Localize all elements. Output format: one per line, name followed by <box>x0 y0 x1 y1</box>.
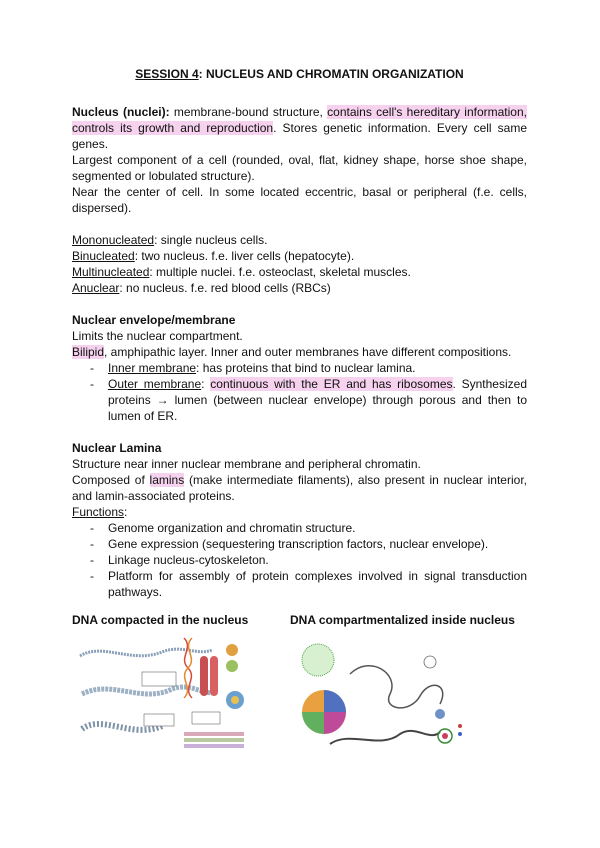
nucleus-types-list <box>72 232 527 296</box>
inner-membrane-item <box>72 360 527 376</box>
figure-right-title: DNA compartmentalized inside nucleus <box>290 613 515 627</box>
figure-right <box>290 612 515 754</box>
type-desc: : multiple nuclei. f.e. osteoclast, skeletal muscles. <box>149 265 411 279</box>
lamina-p2 <box>72 472 527 504</box>
envelope-heading: Nuclear envelope/membrane <box>72 313 236 327</box>
type-desc: : single nucleus cells. <box>154 233 268 247</box>
type-item <box>72 280 527 296</box>
type-term: Mononucleated <box>72 233 155 247</box>
function-item: - Gene expression (sequestering transcription factors, nuclear envelope). <box>72 536 527 552</box>
envelope-p2-text: , amphipathic layer. Inner and outer membranes have different compositions. <box>104 345 512 359</box>
type-term: Multinucleated <box>72 265 150 279</box>
type-item <box>72 248 527 264</box>
dna-compartment-illustration <box>290 634 468 754</box>
lamina-p2-a: Composed of <box>72 473 150 487</box>
nucleus-location-paragraph: Near the center of cell. In some located eccentric, basal or peripheral (f.e. cells, dispersed). <box>72 185 527 215</box>
lamina-p1: Structure near inner nuclear membrane and peripheral chromatin. <box>72 457 421 471</box>
figure-left-title: DNA compacted in the nucleus <box>72 613 249 627</box>
session-number: SESSION 4 <box>135 67 199 81</box>
type-desc: : no nucleus. f.e. red blood cells (RBCs) <box>119 281 331 295</box>
functions-label-text: Functions <box>72 505 125 519</box>
inner-membrane-desc: : has proteins that bind to nuclear lamina. <box>196 361 416 375</box>
document-page <box>72 66 527 754</box>
figures-row <box>72 612 527 754</box>
lamina-heading: Nuclear Lamina <box>72 441 162 455</box>
type-item <box>72 232 527 248</box>
outer-membrane-desc: . Synthesized proteins → lumen (between nuclear envelope) through porous and then to lumen of ER. <box>108 377 527 423</box>
functions-list <box>72 520 527 600</box>
type-term: Anuclear <box>72 281 120 295</box>
functions-label <box>72 504 527 520</box>
figure-left <box>72 612 250 754</box>
nucleus-term: Nucleus (nuclei): <box>72 105 170 119</box>
envelope-p1: Limits the nuclear compartment. <box>72 329 243 343</box>
nucleus-text-2: . Stores genetic information. Every cell same genes. <box>72 121 527 151</box>
envelope-p2 <box>72 344 527 360</box>
highlight-er-continuous: continuous with the ER and has ribosomes <box>210 377 453 391</box>
highlight-lamins: lamins <box>149 473 185 487</box>
function-item: - Genome organization and chromatin structure. <box>72 520 527 536</box>
type-desc: : two nucleus. f.e. liver cells (hepatocyte). <box>134 249 355 263</box>
membrane-list <box>72 360 527 424</box>
nucleus-definition <box>72 104 527 152</box>
function-item: - Platform for assembly of protein complexes involved in signal transduction pathways. <box>72 568 527 600</box>
type-item <box>72 264 527 280</box>
outer-membrane-sep: : <box>201 377 211 391</box>
lamina-p2-b: (make intermediate filaments), also present in nuclear interior, and lamin-associated proteins. <box>72 473 527 503</box>
type-term: Binucleated <box>72 249 135 263</box>
function-item: - Linkage nucleus-cytoskeleton. <box>72 552 527 568</box>
outer-membrane-item <box>72 376 527 424</box>
nucleus-text-1: membrane-bound structure, <box>169 105 328 119</box>
inner-membrane-term: Inner membrane <box>108 361 197 375</box>
highlight-bilipid: Bilipid <box>72 345 105 359</box>
outer-membrane-term: Outer membrane <box>108 377 202 391</box>
dna-compaction-image <box>72 634 250 754</box>
nucleus-shape-paragraph: Largest component of a cell (rounded, oval, flat, kidney shape, horse shoe shape, segmented or lobulated structure). <box>72 153 527 183</box>
page-title <box>72 66 527 82</box>
functions-colon: : <box>124 505 128 519</box>
dna-compartment-image <box>290 634 468 754</box>
highlight-hereditary: contains cell's hereditary information, controls its growth and reproduction <box>72 105 527 135</box>
title-text: : NUCLEUS AND CHROMATIN ORGANIZATION <box>198 67 464 81</box>
dna-compaction-illustration <box>72 634 250 754</box>
